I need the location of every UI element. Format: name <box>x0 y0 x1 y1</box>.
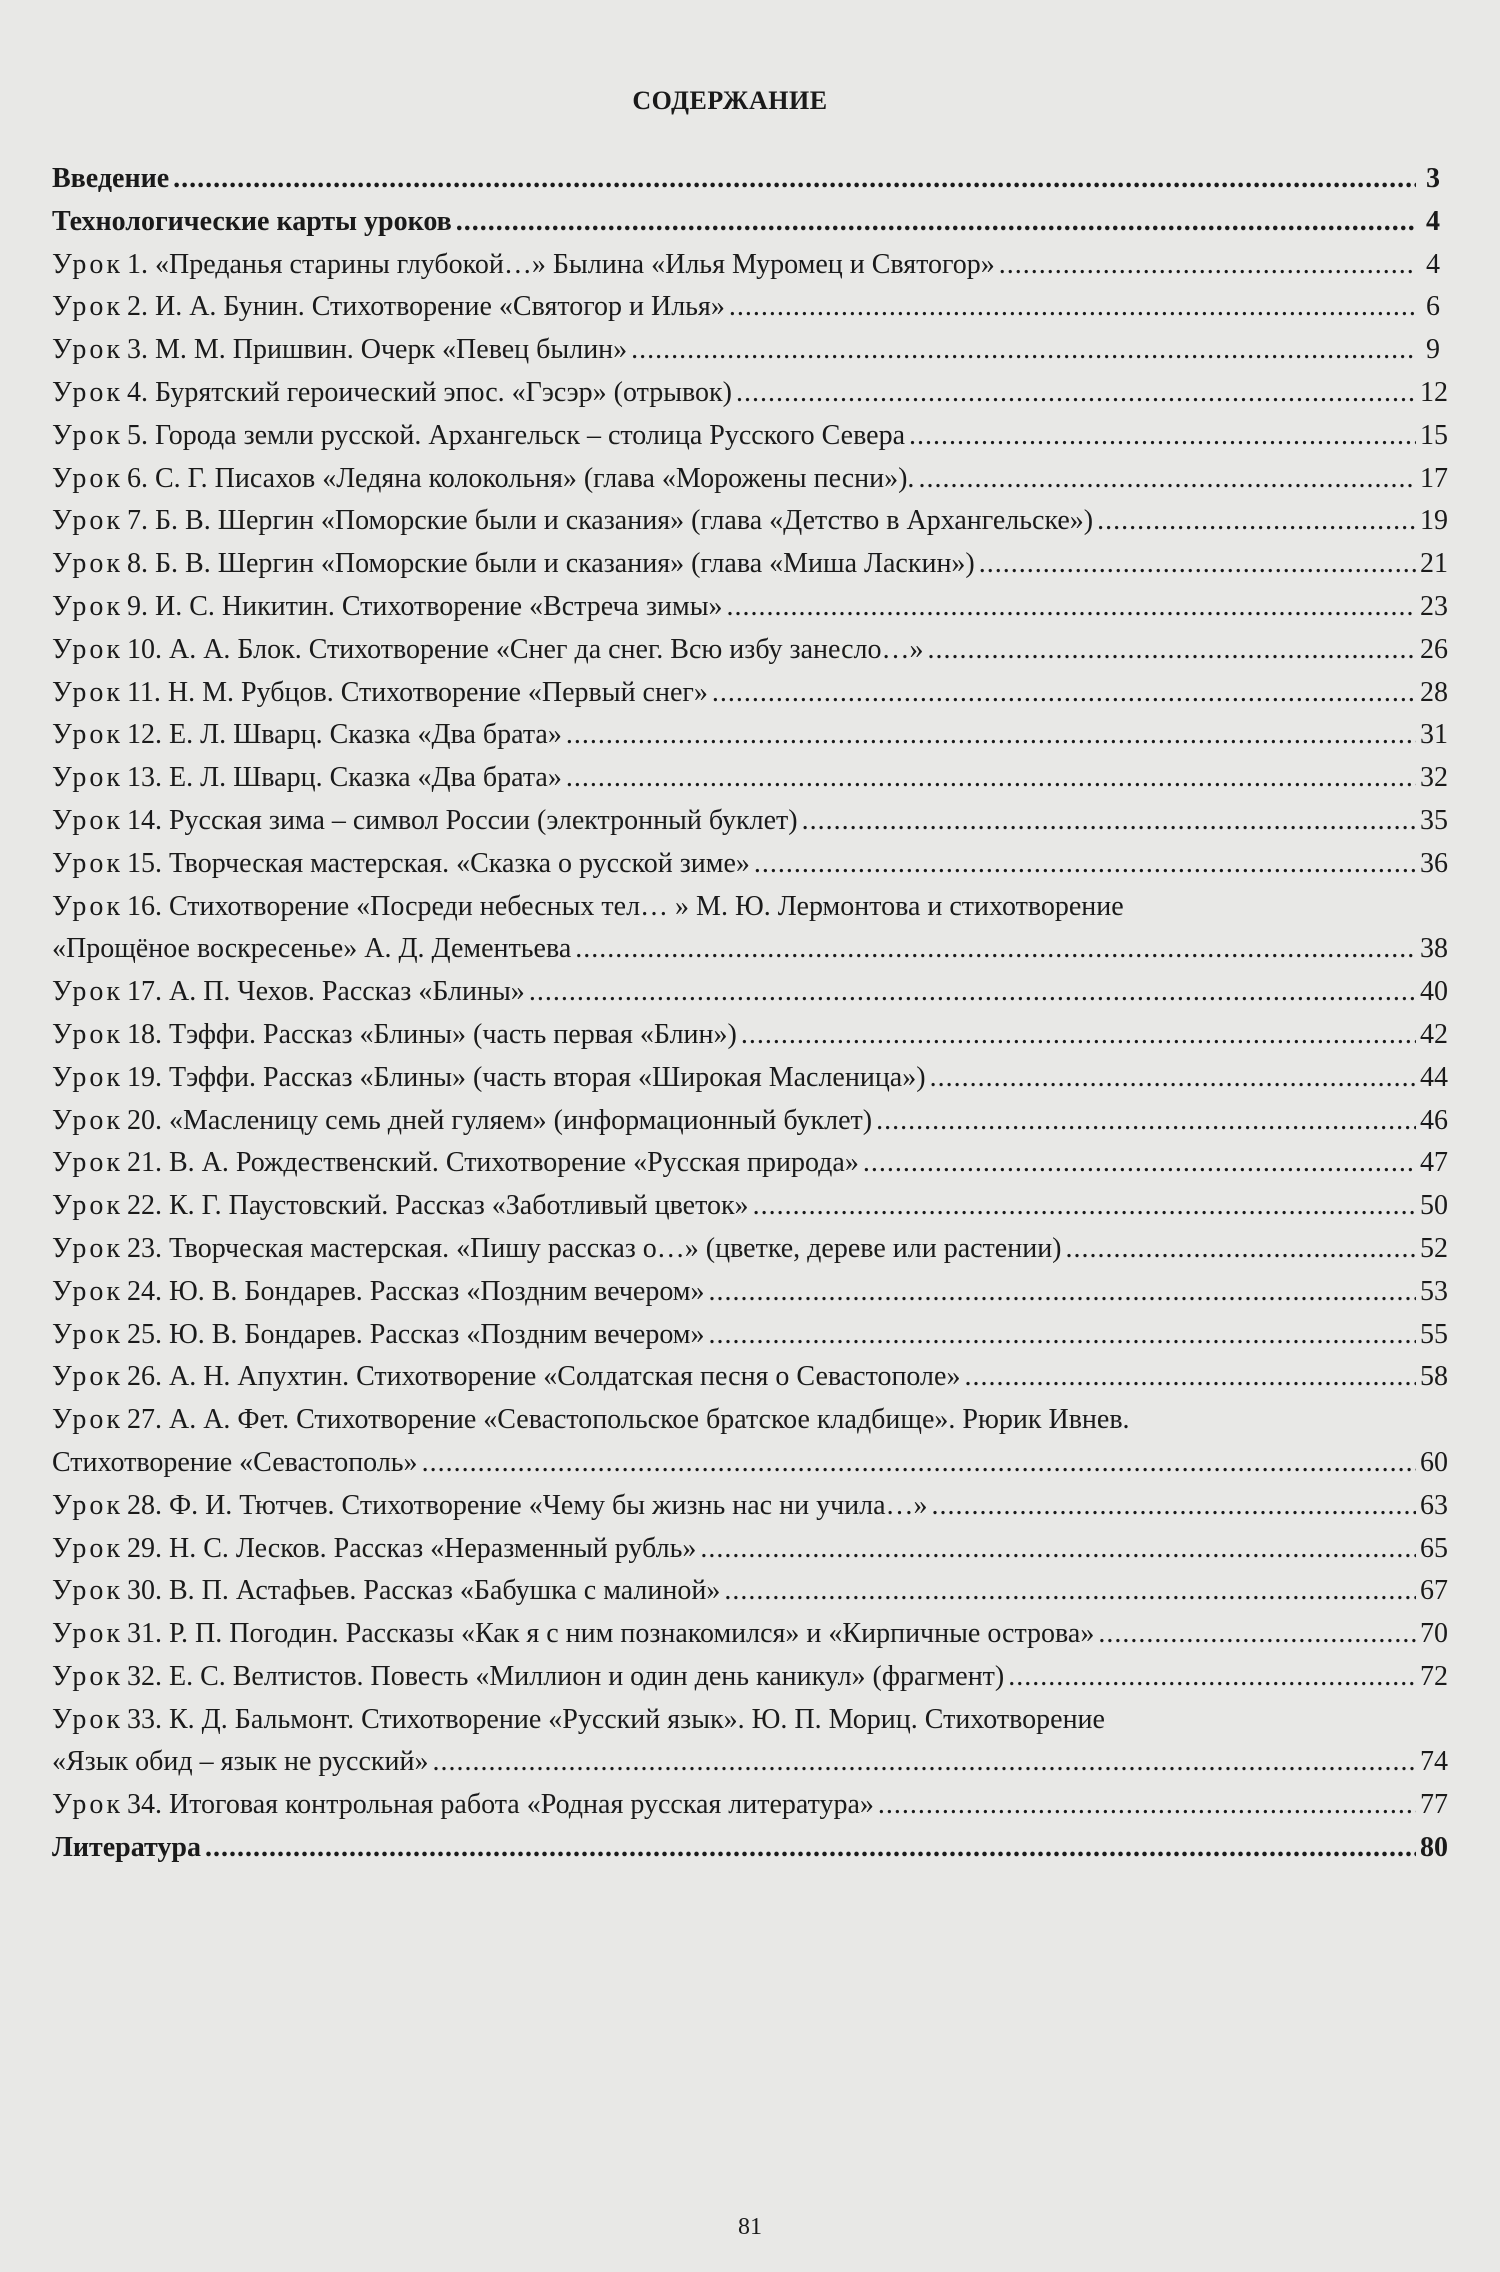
lesson-prefix: Урок <box>52 1018 123 1050</box>
dot-leader <box>529 971 1416 1014</box>
toc-entry-text: 18. Тэффи. Рассказ «Блины» (часть первая «Блин») <box>126 1018 737 1050</box>
toc-entry <box>52 1271 1448 1314</box>
toc-entry <box>52 1185 1448 1228</box>
toc-page-number: 6 <box>1426 291 1440 323</box>
lesson-prefix: Урок <box>52 1489 123 1521</box>
toc-page-number: 26 <box>1420 633 1448 665</box>
lesson-prefix: Урок <box>52 976 123 1008</box>
dot-leader <box>1066 1228 1417 1271</box>
toc-entry-title <box>52 500 1093 543</box>
toc-page-number: 65 <box>1420 1532 1448 1564</box>
dot-leader <box>741 1014 1416 1057</box>
dot-leader <box>422 1442 1416 1485</box>
toc-entry-title <box>52 1142 859 1185</box>
lesson-prefix: Урок <box>52 291 123 323</box>
toc-entry <box>52 1784 1448 1827</box>
toc-entry-text: 9. И. С. Никитин. Стихотворение «Встреча зимы» <box>126 590 723 622</box>
toc-page-number: 74 <box>1420 1746 1448 1778</box>
toc-page-number: 77 <box>1420 1789 1448 1821</box>
toc-entry-text: 30. В. П. Астафьев. Рассказ «Бабушка с малиной» <box>126 1575 721 1607</box>
toc-entry <box>52 1100 1448 1143</box>
toc-entry <box>52 1014 1448 1057</box>
lesson-prefix: Урок <box>52 804 123 836</box>
toc-entry-text: 15. Творческая мастерская. «Сказка о русской зиме» <box>126 847 750 879</box>
toc-entry-title <box>52 158 169 201</box>
toc-entry-text: 7. Б. В. Шергин «Поморские были и сказания» (глава «Детство в Архангельске») <box>126 505 1094 537</box>
dot-leader <box>700 1528 1416 1571</box>
toc-entry <box>52 543 1448 586</box>
dot-leader <box>964 1356 1416 1399</box>
toc-entry-text: 24. Ю. В. Бондарев. Рассказ «Поздним вечером» <box>126 1275 705 1307</box>
toc-entry-text: 22. К. Г. Паустовский. Рассказ «Заботливый цветок» <box>126 1190 749 1222</box>
dot-leader <box>909 415 1416 458</box>
toc-entry-title <box>52 286 725 329</box>
lesson-prefix: Урок <box>52 1147 123 1179</box>
toc-entry-text: 21. В. А. Рождественский. Стихотворение «Русская природа» <box>126 1147 859 1179</box>
toc-entry-text: 16. Стихотворение «Посреди небесных тел… » М. Ю. Лермонтова и стихотворение <box>126 890 1124 922</box>
dot-leader <box>979 543 1416 586</box>
toc-entry <box>52 1528 1448 1571</box>
dot-leader <box>566 757 1416 800</box>
toc-entry-title <box>52 1014 737 1057</box>
page-title: СОДЕРЖАНИЕ <box>632 86 828 115</box>
toc-entry-title <box>52 1699 1105 1742</box>
dot-leader <box>863 1142 1416 1185</box>
dot-leader <box>928 629 1416 672</box>
toc-entry <box>52 1699 1448 1785</box>
lesson-prefix: Урок <box>52 1532 123 1564</box>
toc-entry-title <box>52 672 708 715</box>
toc-entry-text: 3. М. М. Пришвин. Очерк «Певец былин» <box>126 334 628 366</box>
toc-page-number: 52 <box>1420 1232 1448 1264</box>
toc-entry-title <box>52 757 562 800</box>
toc-entry-text: 5. Города земли русской. Архангельск – столица Русского Севера <box>126 419 906 451</box>
lesson-prefix: Урок <box>52 1275 123 1307</box>
toc-entry-text: 33. К. Д. Бальмонт. Стихотворение «Русский язык». Ю. П. Мориц. Стихотворение <box>126 1703 1105 1735</box>
dot-leader <box>709 1314 1416 1357</box>
dot-leader <box>631 329 1416 372</box>
toc-entry-title <box>52 586 723 629</box>
toc-entry <box>52 372 1448 415</box>
dot-leader <box>932 1485 1416 1528</box>
toc-entry <box>52 1613 1448 1656</box>
toc-entry-text: 19. Тэффи. Рассказ «Блины» (часть вторая «Широкая Масленица») <box>126 1061 926 1093</box>
dot-leader <box>753 1185 1416 1228</box>
toc-entry-title <box>52 1741 428 1784</box>
toc-page-number: 17 <box>1420 462 1448 494</box>
lesson-prefix: Урок <box>52 633 123 665</box>
toc-entry-title <box>52 1570 720 1613</box>
dot-leader <box>878 1784 1416 1827</box>
lesson-prefix: Урок <box>52 1104 123 1136</box>
toc-entry <box>52 886 1448 972</box>
toc-entry-text: 25. Ю. В. Бондарев. Рассказ «Поздним вечером» <box>126 1318 705 1350</box>
toc-entry-title <box>52 1485 928 1528</box>
toc-page-number: 9 <box>1426 334 1440 366</box>
dot-leader <box>930 1057 1416 1100</box>
toc-entry-text: 14. Русская зима – символ России (электронный буклет) <box>126 804 798 836</box>
toc-entry-text: 1. «Преданья старины глубокой…» Былина «Илья Муромец и Святогор» <box>126 248 995 280</box>
dot-leader <box>1097 500 1416 543</box>
toc-entry-title <box>52 372 732 415</box>
toc-entry-text: Стихотворение «Севастополь» <box>52 1446 418 1478</box>
toc-page-number: 28 <box>1420 676 1448 708</box>
toc-entry-title <box>52 543 975 586</box>
dot-leader <box>754 843 1416 886</box>
toc-entry <box>52 757 1448 800</box>
lesson-prefix: Урок <box>52 1061 123 1093</box>
toc-page-number: 4 <box>1426 205 1440 237</box>
toc-entry-title <box>52 1442 418 1485</box>
toc-page-number: 58 <box>1420 1361 1448 1393</box>
page-number: 81 <box>738 2214 762 2240</box>
lesson-prefix: Урок <box>52 1232 123 1264</box>
toc-entry <box>52 1057 1448 1100</box>
toc-entry <box>52 244 1440 287</box>
toc-entry-title <box>52 1314 705 1357</box>
lesson-prefix: Урок <box>52 1575 123 1607</box>
toc-entry <box>52 971 1448 1014</box>
toc-entry-text: «Прощёное воскресенье» А. Д. Дементьева <box>52 933 572 965</box>
lesson-prefix: Урок <box>52 334 123 366</box>
lesson-prefix: Урок <box>52 847 123 879</box>
toc-page-number: 23 <box>1420 590 1448 622</box>
toc-page-number: 46 <box>1420 1104 1448 1136</box>
lesson-prefix: Урок <box>52 676 123 708</box>
toc-page-number: 42 <box>1420 1018 1448 1050</box>
lesson-prefix: Урок <box>52 1190 123 1222</box>
toc-entry <box>52 1827 1448 1870</box>
lesson-prefix: Урок <box>52 248 123 280</box>
dot-leader <box>709 1271 1416 1314</box>
toc-page-number: 36 <box>1420 847 1448 879</box>
toc-entry-title <box>52 415 905 458</box>
toc-entry-title <box>52 843 750 886</box>
toc-entry-title <box>52 1656 1004 1699</box>
toc-page-number: 35 <box>1420 804 1448 836</box>
toc-entry-title <box>52 244 995 287</box>
toc-entry-text: 28. Ф. И. Тютчев. Стихотворение «Чему бы жизнь нас ни учила…» <box>126 1489 928 1521</box>
toc-entry-title <box>52 629 924 672</box>
toc-entry <box>52 415 1448 458</box>
toc-entry-text: 6. С. Г. Писахов «Ледяна колокольня» (глава «Морожены песни»). <box>126 462 915 494</box>
toc-page-number: 80 <box>1420 1832 1448 1864</box>
toc-entry-title <box>52 1827 201 1870</box>
toc-entry-title <box>52 1356 960 1399</box>
dot-leader <box>205 1827 1416 1870</box>
toc-page-number: 70 <box>1420 1618 1448 1650</box>
dot-leader <box>1098 1613 1416 1656</box>
toc-entry-text: Технологические карты уроков <box>52 205 452 237</box>
toc-entry <box>52 1314 1448 1357</box>
toc-entry <box>52 586 1448 629</box>
lesson-prefix: Урок <box>52 462 123 494</box>
toc-page-number: 4 <box>1426 248 1440 280</box>
dot-leader <box>432 1741 1416 1784</box>
toc-entry-title <box>52 1100 872 1143</box>
lesson-prefix: Урок <box>52 548 123 580</box>
dot-leader <box>456 201 1416 244</box>
toc-entry-title <box>52 1784 874 1827</box>
toc-entry-text: 34. Итоговая контрольная работа «Родная русская литература» <box>126 1789 874 1821</box>
toc-entry <box>52 1656 1448 1699</box>
toc-entry-title <box>52 1057 926 1100</box>
dot-leader <box>876 1100 1416 1143</box>
lesson-prefix: Урок <box>52 762 123 794</box>
toc-entry <box>52 1399 1448 1485</box>
toc-entry <box>52 672 1448 715</box>
toc-entry-text: 8. Б. В. Шергин «Поморские были и сказания» (глава «Миша Ласкин») <box>126 548 975 580</box>
lesson-prefix: Урок <box>52 590 123 622</box>
toc-entry <box>52 714 1448 757</box>
toc-entry-title <box>52 1228 1062 1271</box>
toc-entry <box>52 843 1448 886</box>
toc-page-number: 19 <box>1420 505 1448 537</box>
toc-entry <box>52 1570 1448 1613</box>
lesson-prefix: Урок <box>52 1618 123 1650</box>
toc-entry-text: 20. «Масленицу семь дней гуляем» (информационный буклет) <box>126 1104 873 1136</box>
toc-entry-text: 13. Е. Л. Шварц. Сказка «Два брата» <box>126 762 562 794</box>
toc-entry <box>52 1485 1448 1528</box>
lesson-prefix: Урок <box>52 1318 123 1350</box>
toc-entry <box>52 800 1448 843</box>
toc-entry-text: 17. А. П. Чехов. Рассказ «Блины» <box>126 976 525 1008</box>
toc-entry <box>52 286 1440 329</box>
dot-leader <box>575 928 1416 971</box>
toc-page-number: 12 <box>1420 376 1448 408</box>
toc-entry-text: 27. А. А. Фет. Стихотворение «Севастопольское братское кладбище». Рюрик Ивнев. <box>126 1404 1130 1436</box>
dot-leader <box>566 714 1416 757</box>
toc-page-number: 47 <box>1420 1147 1448 1179</box>
toc-entry-text: Литература <box>52 1832 201 1864</box>
toc-entry-title <box>52 1271 705 1314</box>
dot-leader <box>918 458 1416 501</box>
toc-entry-title <box>52 928 571 971</box>
toc-entry-text: 2. И. А. Бунин. Стихотворение «Святогор и Илья» <box>126 291 725 323</box>
dot-leader <box>999 244 1416 287</box>
toc-page-number: 15 <box>1420 419 1448 451</box>
toc-page-number: 55 <box>1420 1318 1448 1350</box>
toc-entry <box>52 1228 1448 1271</box>
toc-page-number: 72 <box>1420 1660 1448 1692</box>
lesson-prefix: Урок <box>52 419 123 451</box>
toc-entry-title <box>52 800 798 843</box>
dot-leader <box>802 800 1416 843</box>
toc-entry-title <box>52 1528 696 1571</box>
lesson-prefix: Урок <box>52 1789 123 1821</box>
toc-page-number: 31 <box>1420 719 1448 751</box>
toc-entry-text: 26. А. Н. Апухтин. Стихотворение «Солдатская песня о Севастополе» <box>126 1361 961 1393</box>
toc-entry-title <box>52 201 452 244</box>
lesson-prefix: Урок <box>52 1404 123 1436</box>
dot-leader <box>727 586 1416 629</box>
toc-entry-title <box>52 1185 749 1228</box>
toc-entry-text: 23. Творческая мастерская. «Пишу рассказ о…» (цветке, дереве или растении) <box>126 1232 1062 1264</box>
toc-page-number: 50 <box>1420 1190 1448 1222</box>
toc-page-number: 32 <box>1420 762 1448 794</box>
toc-entry <box>52 1142 1448 1185</box>
toc-entry-text: 12. Е. Л. Шварц. Сказка «Два брата» <box>126 719 562 751</box>
toc-entry-title <box>52 971 525 1014</box>
toc-page-number: 60 <box>1420 1446 1448 1478</box>
lesson-prefix: Урок <box>52 1361 123 1393</box>
toc-entry-text: 31. Р. П. Погодин. Рассказы «Как я с ним познакомился» и «Кирпичные острова» <box>126 1618 1095 1650</box>
toc-page-number: 21 <box>1420 548 1448 580</box>
toc-page-number: 53 <box>1420 1275 1448 1307</box>
toc-entry-text: 29. Н. С. Лесков. Рассказ «Неразменный рубль» <box>126 1532 697 1564</box>
lesson-prefix: Урок <box>52 719 123 751</box>
toc-page-number: 63 <box>1420 1489 1448 1521</box>
dot-leader <box>724 1570 1416 1613</box>
toc-page-number: 44 <box>1420 1061 1448 1093</box>
toc-entry-title <box>52 714 562 757</box>
table-of-contents <box>52 158 1448 1870</box>
toc-entry-title <box>52 886 1124 929</box>
lesson-prefix: Урок <box>52 1660 123 1692</box>
toc-page-number: 3 <box>1426 163 1440 194</box>
toc-entry-text: Введение <box>52 163 170 194</box>
toc-entry <box>52 329 1440 372</box>
lesson-prefix: Урок <box>52 890 123 922</box>
toc-entry-text: 4. Бурятский героический эпос. «Гэсэр» (отрывок) <box>126 376 732 408</box>
toc-entry <box>52 1356 1448 1399</box>
toc-entry-text: 11. Н. М. Рубцов. Стихотворение «Первый снег» <box>126 676 708 708</box>
dot-leader <box>729 286 1416 329</box>
toc-page-number: 38 <box>1420 933 1448 965</box>
lesson-prefix: Урок <box>52 1703 123 1735</box>
toc-entry-title <box>52 458 914 501</box>
toc-entry <box>52 500 1448 543</box>
toc-entry-text: 32. Е. С. Велтистов. Повесть «Миллион и один день каникул» (фрагмент) <box>126 1660 1005 1692</box>
toc-entry <box>52 629 1448 672</box>
toc-entry-title <box>52 1613 1094 1656</box>
toc-entry-text: 10. А. А. Блок. Стихотворение «Снег да снег. Всю избу занесло…» <box>126 633 924 665</box>
lesson-prefix: Урок <box>52 376 123 408</box>
dot-leader <box>736 372 1416 415</box>
toc-entry-text: «Язык обид – язык не русский» <box>52 1746 429 1778</box>
toc-entry <box>52 201 1440 244</box>
toc-page-number: 67 <box>1420 1575 1448 1607</box>
toc-entry <box>52 458 1448 501</box>
toc-entry <box>52 158 1440 201</box>
dot-leader <box>1008 1656 1416 1699</box>
toc-entry-title <box>52 329 627 372</box>
dot-leader <box>173 158 1416 201</box>
toc-entry-title <box>52 1399 1130 1442</box>
lesson-prefix: Урок <box>52 505 123 537</box>
dot-leader <box>712 672 1416 715</box>
toc-page-number: 40 <box>1420 976 1448 1008</box>
